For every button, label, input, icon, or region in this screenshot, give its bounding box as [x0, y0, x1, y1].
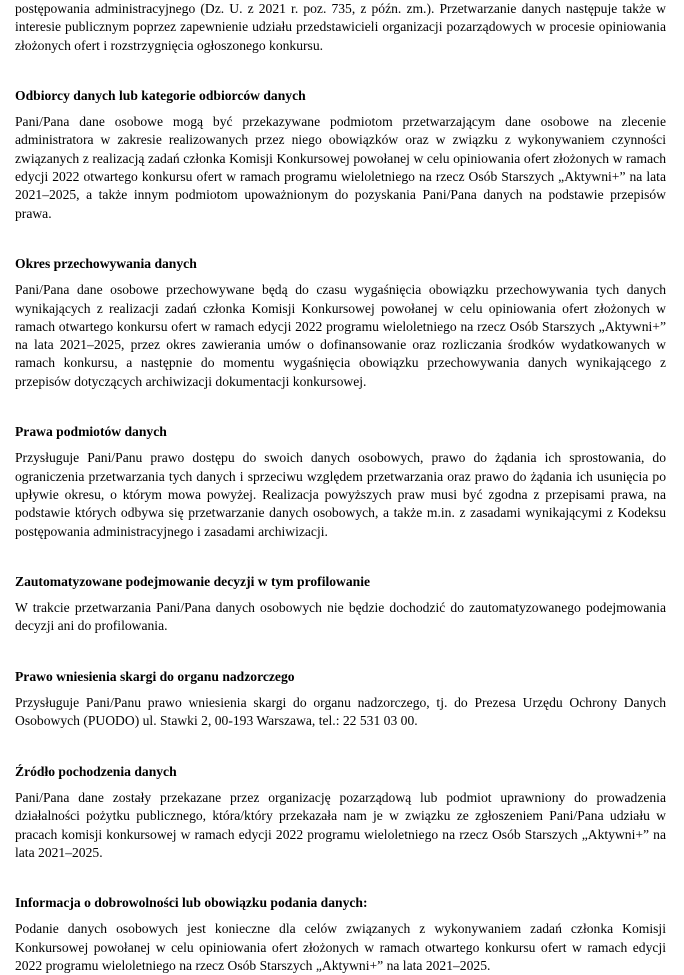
section-body: W trakcie przetwarzania Pani/Pana danych osobowych nie będzie dochodzić do zautomatyzowanego podejmowania decyzji ani do profilowania.: [15, 600, 666, 634]
section-body: Pani/Pana dane zostały przekazane przez organizację pozarządową lub podmiot uprawniony do prowadzenia działalności pożytku publicznego, która/który przekazała nam je w związku ze zgłoszeniem Pani/Pana udziału w pracach komisji konkursowej w ramach edycji 2022 programu wieloletniego na rzecz Osób Starszych „Aktywni+” na lata 2021–2025.: [15, 789, 666, 860]
section-retention: [15, 255, 666, 391]
section-rights: [15, 423, 666, 541]
section-heading: Odbiorcy danych lub kategorie odbiorców danych: [15, 87, 306, 103]
section-heading: Okres przechowywania danych: [15, 255, 197, 271]
section-body: Przysługuje Pani/Panu prawo dostępu do swoich danych osobowych, prawo do żądania ich sprostowania, do ograniczenia przetwarzania tych danych i sprzeciwu względem przetwarzania oraz prawo do żądania ich usunięcia po upływie okresu, o którym mowa powyżej. Realizacja powyższych praw musi być zgodna z przepisami prawa, na podstawie których odbywa się przetwarzanie danych osobowych, a także m.in. z zasadami wynikającymi z Kodeksu postępowania administracyjnego i zasadami archiwizacji.: [15, 450, 666, 539]
section-automated-decisions: [15, 573, 666, 636]
section-body: Pani/Pana dane osobowe mogą być przekazywane podmiotom przetwarzającym dane osobowe na zlecenie administratora w zakresie realizowanych przez niego obowiązków oraz w związku z wykonywaniem czynności związanych z realizacją zadań członka Komisji Konkursowej powołanej w celu opiniowania ofert złożonych w ramach edycji 2022 otwartego konkursu ofert w ramach programu wieloletniego na rzecz Osób Starszych „Aktywni+” na lata 2021–2025, a także innym podmiotom upoważnionym do pozyskania Pani/Pana danych na podstawie przepisów prawa.: [15, 114, 666, 221]
section-voluntariness: [15, 894, 666, 975]
section-heading: Zautomatyzowane podejmowanie decyzji w tym profilowanie: [15, 573, 371, 589]
intro-paragraph: postępowania administracyjnego (Dz. U. z 2021 r. poz. 735, z późn. zm.). Przetwarzanie danych następuje także w interesie publicznym poprzez zapewnienie udziału przedstawicieli organizacji pozarządowych w procesie opiniowania złożonych ofert i rozstrzygnięcia ogłoszonego konkursu.: [15, 1, 666, 53]
section-heading: Informacja o dobrowolności lub obowiązku podania danych:: [15, 895, 368, 911]
section-data-source: [15, 763, 666, 862]
section-body: Pani/Pana dane osobowe przechowywane będą do czasu wygaśnięcia obowiązku przechowywania tych danych wynikających z realizacji zadań członka Komisji Konkursowej powołanej w celu opiniowania ofert złożonych w ramach otwartego konkursu ofert w ramach edycji 2022 programu wieloletniego na rzecz Osób Starszych „Aktywni+” na lata 2021–2025, przez okres zawierania umów o dofinansowanie oraz rozliczania środków wydatkowanych w ramach konkursu, a następnie do momentu wygaśnięcia obowiązku przechowywania danych wynikającego z przepisów dotyczących archiwizacji dokumentacji konkursowej.: [15, 282, 666, 389]
section-complaint: [15, 668, 666, 731]
section-body: Przysługuje Pani/Panu prawo wniesienia skargi do organu nadzorczego, tj. do Prezesa Urzędu Ochrony Danych Osobowych (PUODO) ul. Stawki 2, 00-193 Warszawa, tel.: 22 531 03 00.: [15, 695, 666, 729]
section-recipients: [15, 87, 666, 223]
section-heading: Prawo wniesienia skargi do organu nadzorczego: [15, 668, 295, 684]
document-page: [15, 0, 666, 975]
section-heading: Prawa podmiotów danych: [15, 424, 167, 440]
section-heading: Źródło pochodzenia danych: [15, 763, 177, 779]
section-body: Podanie danych osobowych jest konieczne dla celów związanych z wykonywaniem zadań członka Komisji Konkursowej powołanej w celu opiniowania ofert złożonych w ramach otwartego konkursu ofert w ramach edycji 2022 programu wieloletniego na rzecz Osób Starszych „Aktywni+” na lata 2021–2025.: [15, 921, 666, 973]
